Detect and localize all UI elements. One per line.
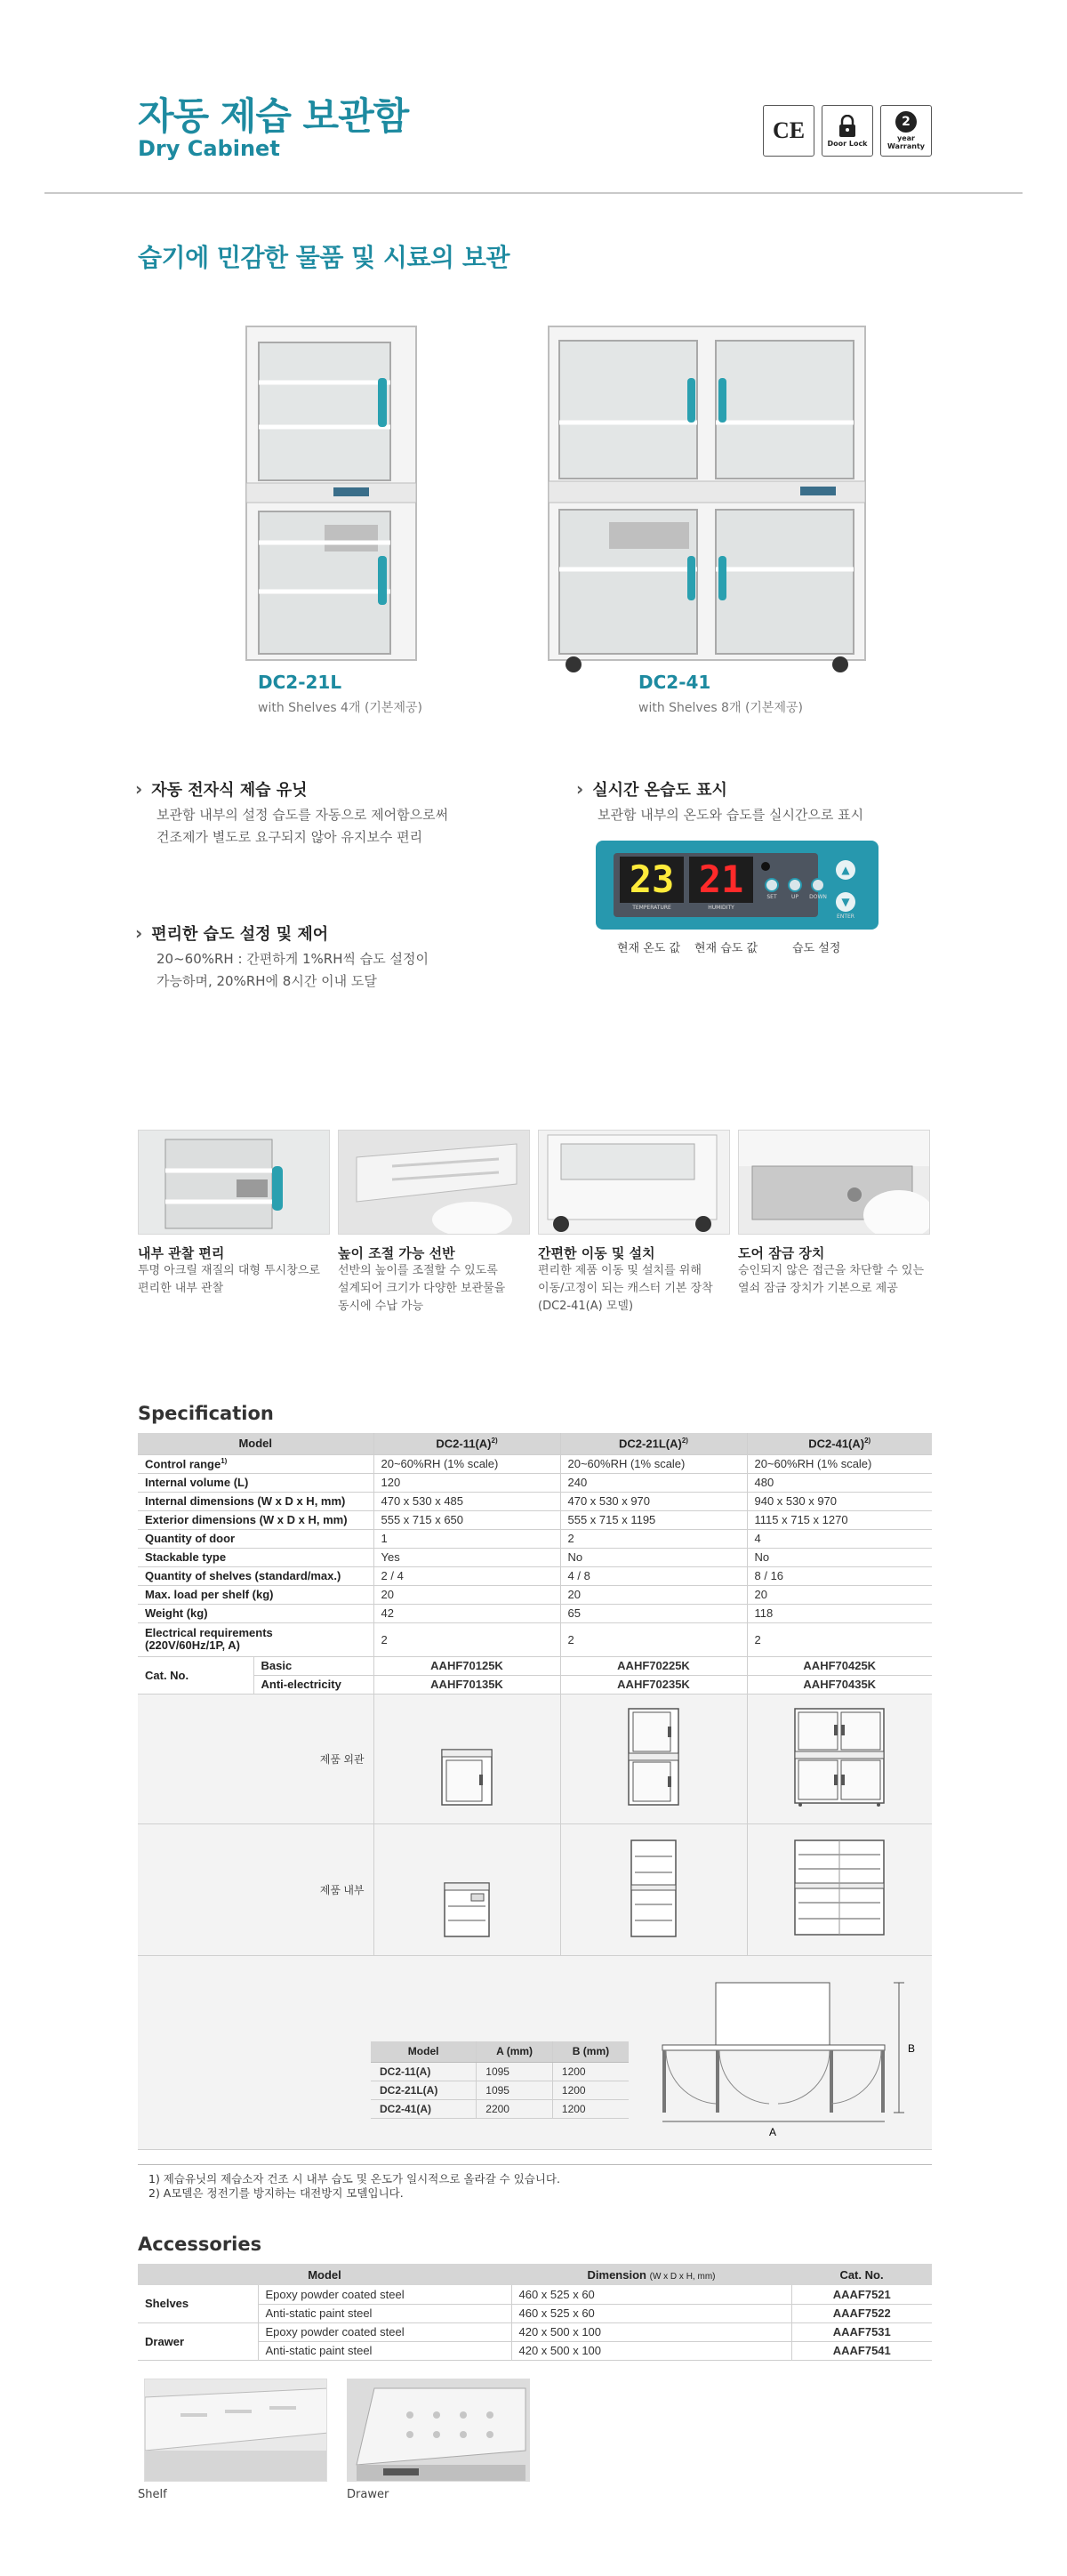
accessory-row: Drawer Epoxy powder coated steel 420 x 500 x 100 AAAF7531 (138, 2322, 932, 2341)
dimension-label-a: A (769, 2125, 777, 2138)
feature-humidity-control (135, 922, 429, 993)
temperature-label: TEMPERATURE (632, 905, 671, 911)
caption-current-temp: 현재 온도 값 (617, 942, 681, 955)
thumb-desc: 동시에 수납 가능 (338, 1300, 424, 1313)
product-image-dc2-21l (245, 325, 418, 666)
product-shelves-note: with Shelves 8개 (기본제공) (638, 701, 803, 715)
spec-row: Quantity of shelves (standard/max.) 2 / 4 4 / 8 8 / 16 (138, 1566, 932, 1585)
temperature-readout: 23 (620, 857, 684, 903)
chevron-up-icon[interactable]: ▲ (836, 860, 855, 880)
spec-row-cat-basic: Cat. No. Basic AAHF70125K AAHF70225K AAHF70425K (138, 1656, 932, 1675)
accessory-row: Shelves Epoxy powder coated steel 460 x 525 x 60 AAAF7521 (138, 2285, 932, 2304)
thumb-caption-lock (738, 1244, 934, 1298)
dimensions-cell (138, 1955, 932, 2149)
thumb-caption-interior (138, 1244, 333, 1298)
product-shelves-note: with Shelves 4개 (기본제공) (258, 701, 422, 715)
thumb-door-lock (738, 1130, 930, 1235)
exterior-drawing-dc2-11 (373, 1694, 560, 1823)
thumb-title: 간편한 이동 및 설치 (538, 1245, 655, 1261)
down-key[interactable] (811, 878, 825, 892)
spec-col: $DC2-11(A)^{2)}$ (373, 1433, 560, 1454)
feature-desc: 건조제가 별도로 요구되지 않아 유지보수 편리 (156, 829, 423, 845)
spec-col: $DC2-21L(A)^{2)}$ (560, 1433, 747, 1454)
thumb-desc: 편리한 제품 이동 및 설치를 위해 (538, 1264, 702, 1277)
indicator-led (761, 862, 770, 871)
padlock-icon (838, 115, 857, 138)
spec-row: Max. load per shelf (kg) 20 20 20 (138, 1585, 932, 1604)
spec-row-interior: 제품 내부 (138, 1823, 932, 1955)
thumb-interior-view (138, 1130, 330, 1235)
set-key[interactable] (765, 878, 779, 892)
door-swing-diagram (654, 1981, 920, 2141)
header-divider (44, 192, 1023, 194)
spec-row-cat-anti: Anti-electricity AAHF70135K AAHF70235K AAHF70435K (138, 1675, 932, 1694)
feature-title: › 편리한 습도 설정 및 제어 (135, 922, 429, 945)
up-key[interactable] (788, 878, 802, 892)
feature-desc: 보관함 내부의 온도와 습도를 실시간으로 표시 (598, 807, 864, 823)
dimension-row: DC2-41(A) 2200 1200 (371, 2100, 629, 2119)
badge-label: year Warranty (887, 134, 925, 150)
caption-humidity-setting: 습도 설정 (792, 942, 841, 955)
feature-auto-dehumidify (135, 777, 448, 849)
ce-mark-icon: CE (772, 117, 806, 143)
thumb-adjustable-shelf (338, 1130, 530, 1235)
footnote: 2) A모델은 정전기를 방지하는 대전방지 모델입니다. (148, 2186, 404, 2200)
spec-row: Control range$^{1)}$ 20~60%RH (1% scale) 20~60%RH (1% scale) 20~60%RH (1% scale) (138, 1454, 932, 1473)
exterior-drawing-dc2-41 (747, 1694, 932, 1823)
feature-desc: 보관함 내부의 설정 습도를 자동으로 제어함으로써 (156, 807, 449, 823)
shelf-caption: Shelf (138, 2488, 167, 2501)
interior-drawing-dc2-11 (373, 1823, 560, 1955)
humidity-label: HUMIDITY (708, 905, 734, 911)
product-image-dc2-41 (547, 325, 867, 684)
thumb-desc: 투명 아크릴 재질의 대형 투시창으로 (138, 1264, 320, 1277)
feature-desc: 20~60%RH : 간편하게 1%RH씩 습도 설정이 (156, 951, 429, 967)
interior-drawing-dc2-21l (560, 1823, 747, 1955)
thumb-title: 도어 잠금 장치 (738, 1245, 825, 1261)
key-label: DOWN (809, 894, 827, 900)
spec-row-electrical: Electrical requirements (220V/60Hz/1P, A) 2 2 2 (138, 1622, 932, 1656)
spec-col: $DC2-41(A)^{2)}$ (747, 1433, 932, 1454)
shelf-image (144, 2379, 327, 2482)
thumb-caster (538, 1130, 730, 1235)
dimension-table (371, 2041, 629, 2120)
thumb-title: 높이 조절 가능 선반 (338, 1245, 455, 1261)
accessory-row: Anti-static paint steel 420 x 500 x 100 AAAF7541 (138, 2341, 932, 2360)
key-label: SET (766, 894, 777, 900)
door-lock-badge (822, 105, 873, 157)
spec-row: Internal volume (L) 120 240 480 (138, 1473, 932, 1492)
warranty-icon (895, 111, 917, 133)
drawer-image (347, 2379, 530, 2482)
key-label: UP (790, 894, 798, 900)
spec-header-row (138, 1433, 932, 1454)
feature-desc: 가능하며, 20%RH에 8시간 이내 도달 (156, 973, 377, 989)
thumb-desc: (DC2-41(A) 모델) (538, 1300, 634, 1313)
spec-row: Quantity of door 1 2 4 (138, 1529, 932, 1548)
thumb-title: 내부 관찰 편리 (138, 1245, 225, 1261)
accessories-title: Accessories (138, 2234, 262, 2255)
dimension-header: Model A (mm) B (mm) (371, 2041, 629, 2063)
badge-label: Door Lock (827, 139, 868, 148)
drawer-caption: Drawer (347, 2488, 389, 2501)
interior-drawing-dc2-41 (747, 1823, 932, 1955)
spec-footnotes (138, 2164, 932, 2201)
page-title: 자동 제습 보관함 (138, 94, 409, 138)
feature-title: › 실시간 온습도 표시 (576, 777, 863, 801)
spec-col-model: Model (138, 1433, 373, 1454)
spec-row-exterior: 제품 외관 (138, 1694, 932, 1823)
spec-row: Stackable type Yes No No (138, 1548, 932, 1566)
thumb-desc: 편리한 내부 관찰 (138, 1282, 224, 1295)
page-subtitle: Dry Cabinet (138, 136, 280, 161)
accessories-header: Model Dimension (W x D x H, mm) Cat. No. (138, 2264, 932, 2285)
footnote: 1) 제습유닛의 제습소자 건조 시 내부 습도 및 온도가 일시적으로 올라갈 수 있습니다. (148, 2172, 560, 2186)
thumb-desc: 열쇠 잠금 장치가 기본으로 제공 (738, 1282, 898, 1295)
humidity-readout: 21 (689, 857, 753, 903)
thumb-desc: 이동/고정이 되는 캐스터 기본 장착 (538, 1282, 713, 1295)
dimension-row: DC2-11(A) 1095 1200 (371, 2063, 629, 2081)
ce-badge (763, 105, 814, 157)
cat-no-label: Cat. No. (138, 1656, 253, 1694)
feature-realtime-display (576, 777, 863, 826)
thumb-caption-shelf (338, 1244, 534, 1316)
dimension-label-b: B (908, 2041, 916, 2055)
chevron-down-icon[interactable]: ▼ (836, 892, 855, 912)
thumb-desc: 승인되지 않은 접근을 차단할 수 있는 (738, 1264, 925, 1277)
product-name: DC2-41 (638, 672, 711, 693)
feature-title: › 자동 전자식 제습 유닛 (135, 777, 448, 801)
caption-current-humidity: 현재 습도 값 (694, 942, 758, 955)
controller-panel (596, 841, 878, 930)
product-name: DC2-21L (258, 672, 342, 693)
spec-table (138, 1433, 932, 2150)
accessories-table (138, 2264, 932, 2361)
exterior-drawing-dc2-21l (560, 1694, 747, 1823)
spec-row-dimensions (138, 1955, 932, 2149)
accessory-row: Anti-static paint steel 460 x 525 x 60 AAAF7522 (138, 2304, 932, 2322)
spec-title: Specification (138, 1403, 274, 1424)
spec-row: Weight (kg) 42 65 118 (138, 1604, 932, 1622)
spec-row: Internal dimensions (W x D x H, mm) 470 x 530 x 485 470 x 530 x 970 940 x 530 x 970 (138, 1492, 932, 1510)
warranty-number: 2 (902, 115, 911, 129)
key-label: ENTER (837, 914, 854, 920)
warranty-badge (880, 105, 932, 157)
section-heading: 습기에 민감한 물품 및 시료의 보관 (138, 243, 509, 272)
spec-row: Exterior dimensions (W x D x H, mm) 555 x 715 x 650 555 x 715 x 1195 1115 x 715 x 1270 (138, 1510, 932, 1529)
dimension-row: DC2-21L(A) 1095 1200 (371, 2081, 629, 2100)
thumb-caption-caster (538, 1244, 734, 1316)
thumb-desc: 설계되어 크기가 다양한 보관물을 (338, 1282, 506, 1295)
thumb-desc: 선반의 높이를 조절할 수 있도록 (338, 1264, 498, 1277)
